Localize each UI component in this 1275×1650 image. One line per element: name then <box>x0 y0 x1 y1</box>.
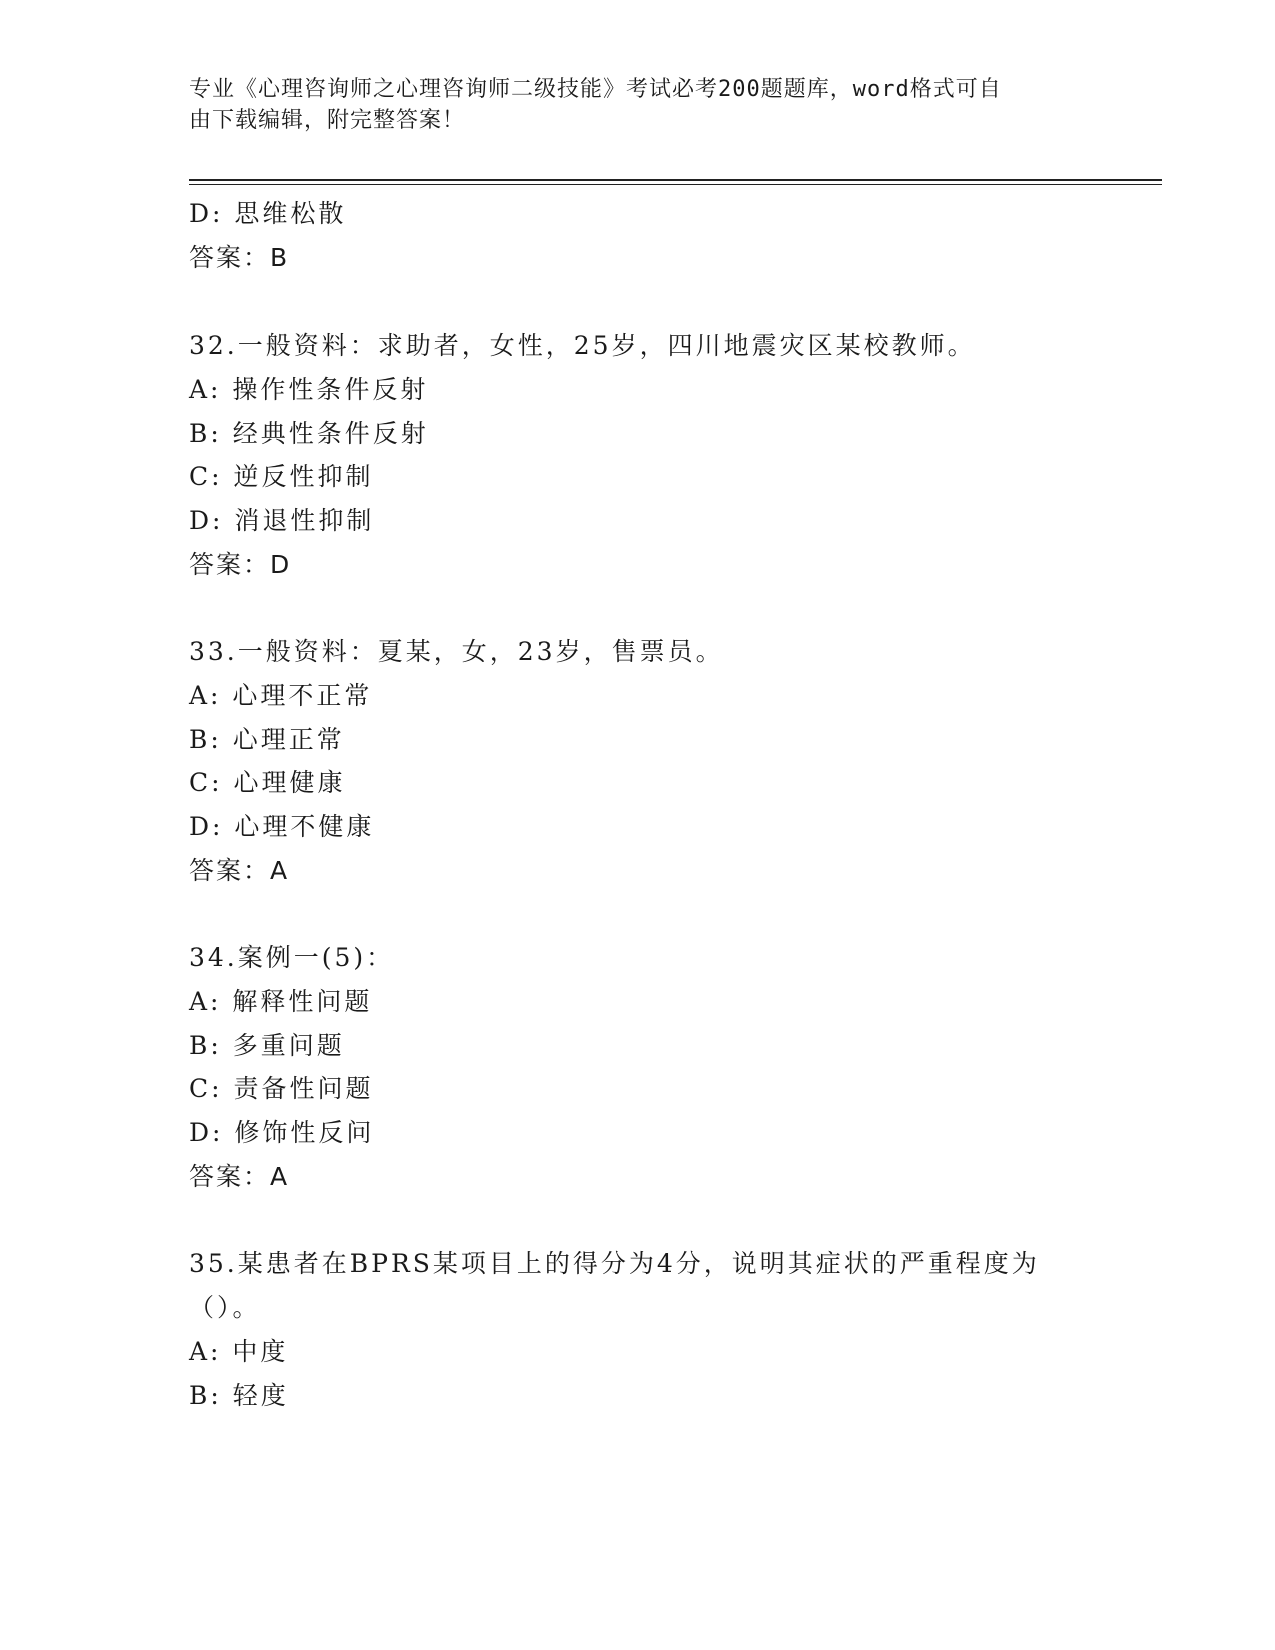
question-35-stem-line-1: 35.某患者在BPRS某项目上的得分为4分，说明其症状的严重程度为 <box>189 1249 1040 1278</box>
question-32-option-b: B: 经典性条件反射 <box>189 419 429 448</box>
document-header <box>189 74 1069 136</box>
header-line-2: 由下载编辑，附完整答案！ <box>189 108 466 133</box>
question-32-option-a: A: 操作性条件反射 <box>189 375 429 404</box>
question-32-option-d: D: 消退性抑制 <box>189 506 375 535</box>
question-34-option-d: D: 修饰性反问 <box>189 1118 375 1147</box>
question-35-stem-line-2: （）。 <box>189 1293 261 1322</box>
question-33-stem: 33.一般资料：夏某，女，23岁，售票员。 <box>189 637 724 666</box>
question-33-option-c: C: 心理健康 <box>189 768 346 797</box>
question-35-option-b: B: 轻度 <box>189 1381 289 1410</box>
question-32-stem: 32.一般资料：求助者，女性，25岁，四川地震灾区某校教师。 <box>189 331 976 360</box>
question-33-option-d: D: 心理不健康 <box>189 812 375 841</box>
question-32-answer: 答案：D <box>189 550 292 579</box>
question-33-option-a: A: 心理不正常 <box>189 681 373 710</box>
question-32-option-c: C: 逆反性抑制 <box>189 462 374 491</box>
question-35-option-a: A: 中度 <box>189 1337 289 1366</box>
header-line-1: 专业《心理咨询师之心理咨询师二级技能》考试必考200题题库，word格式可自 <box>189 77 1002 102</box>
question-34-option-b: B: 多重问题 <box>189 1031 345 1060</box>
question-34-option-c: C: 责备性问题 <box>189 1074 374 1103</box>
question-34-option-a: A: 解释性问题 <box>189 987 373 1016</box>
question-33-answer: 答案：A <box>189 856 290 885</box>
prev-answer: 答案：B <box>189 243 290 272</box>
question-33-option-b: B: 心理正常 <box>189 725 345 754</box>
question-34-answer: 答案：A <box>189 1162 290 1191</box>
prev-option-d: D: 思维松散 <box>189 199 347 228</box>
question-34-stem: 34.案例一(5)： <box>189 943 395 972</box>
header-divider <box>189 179 1162 185</box>
